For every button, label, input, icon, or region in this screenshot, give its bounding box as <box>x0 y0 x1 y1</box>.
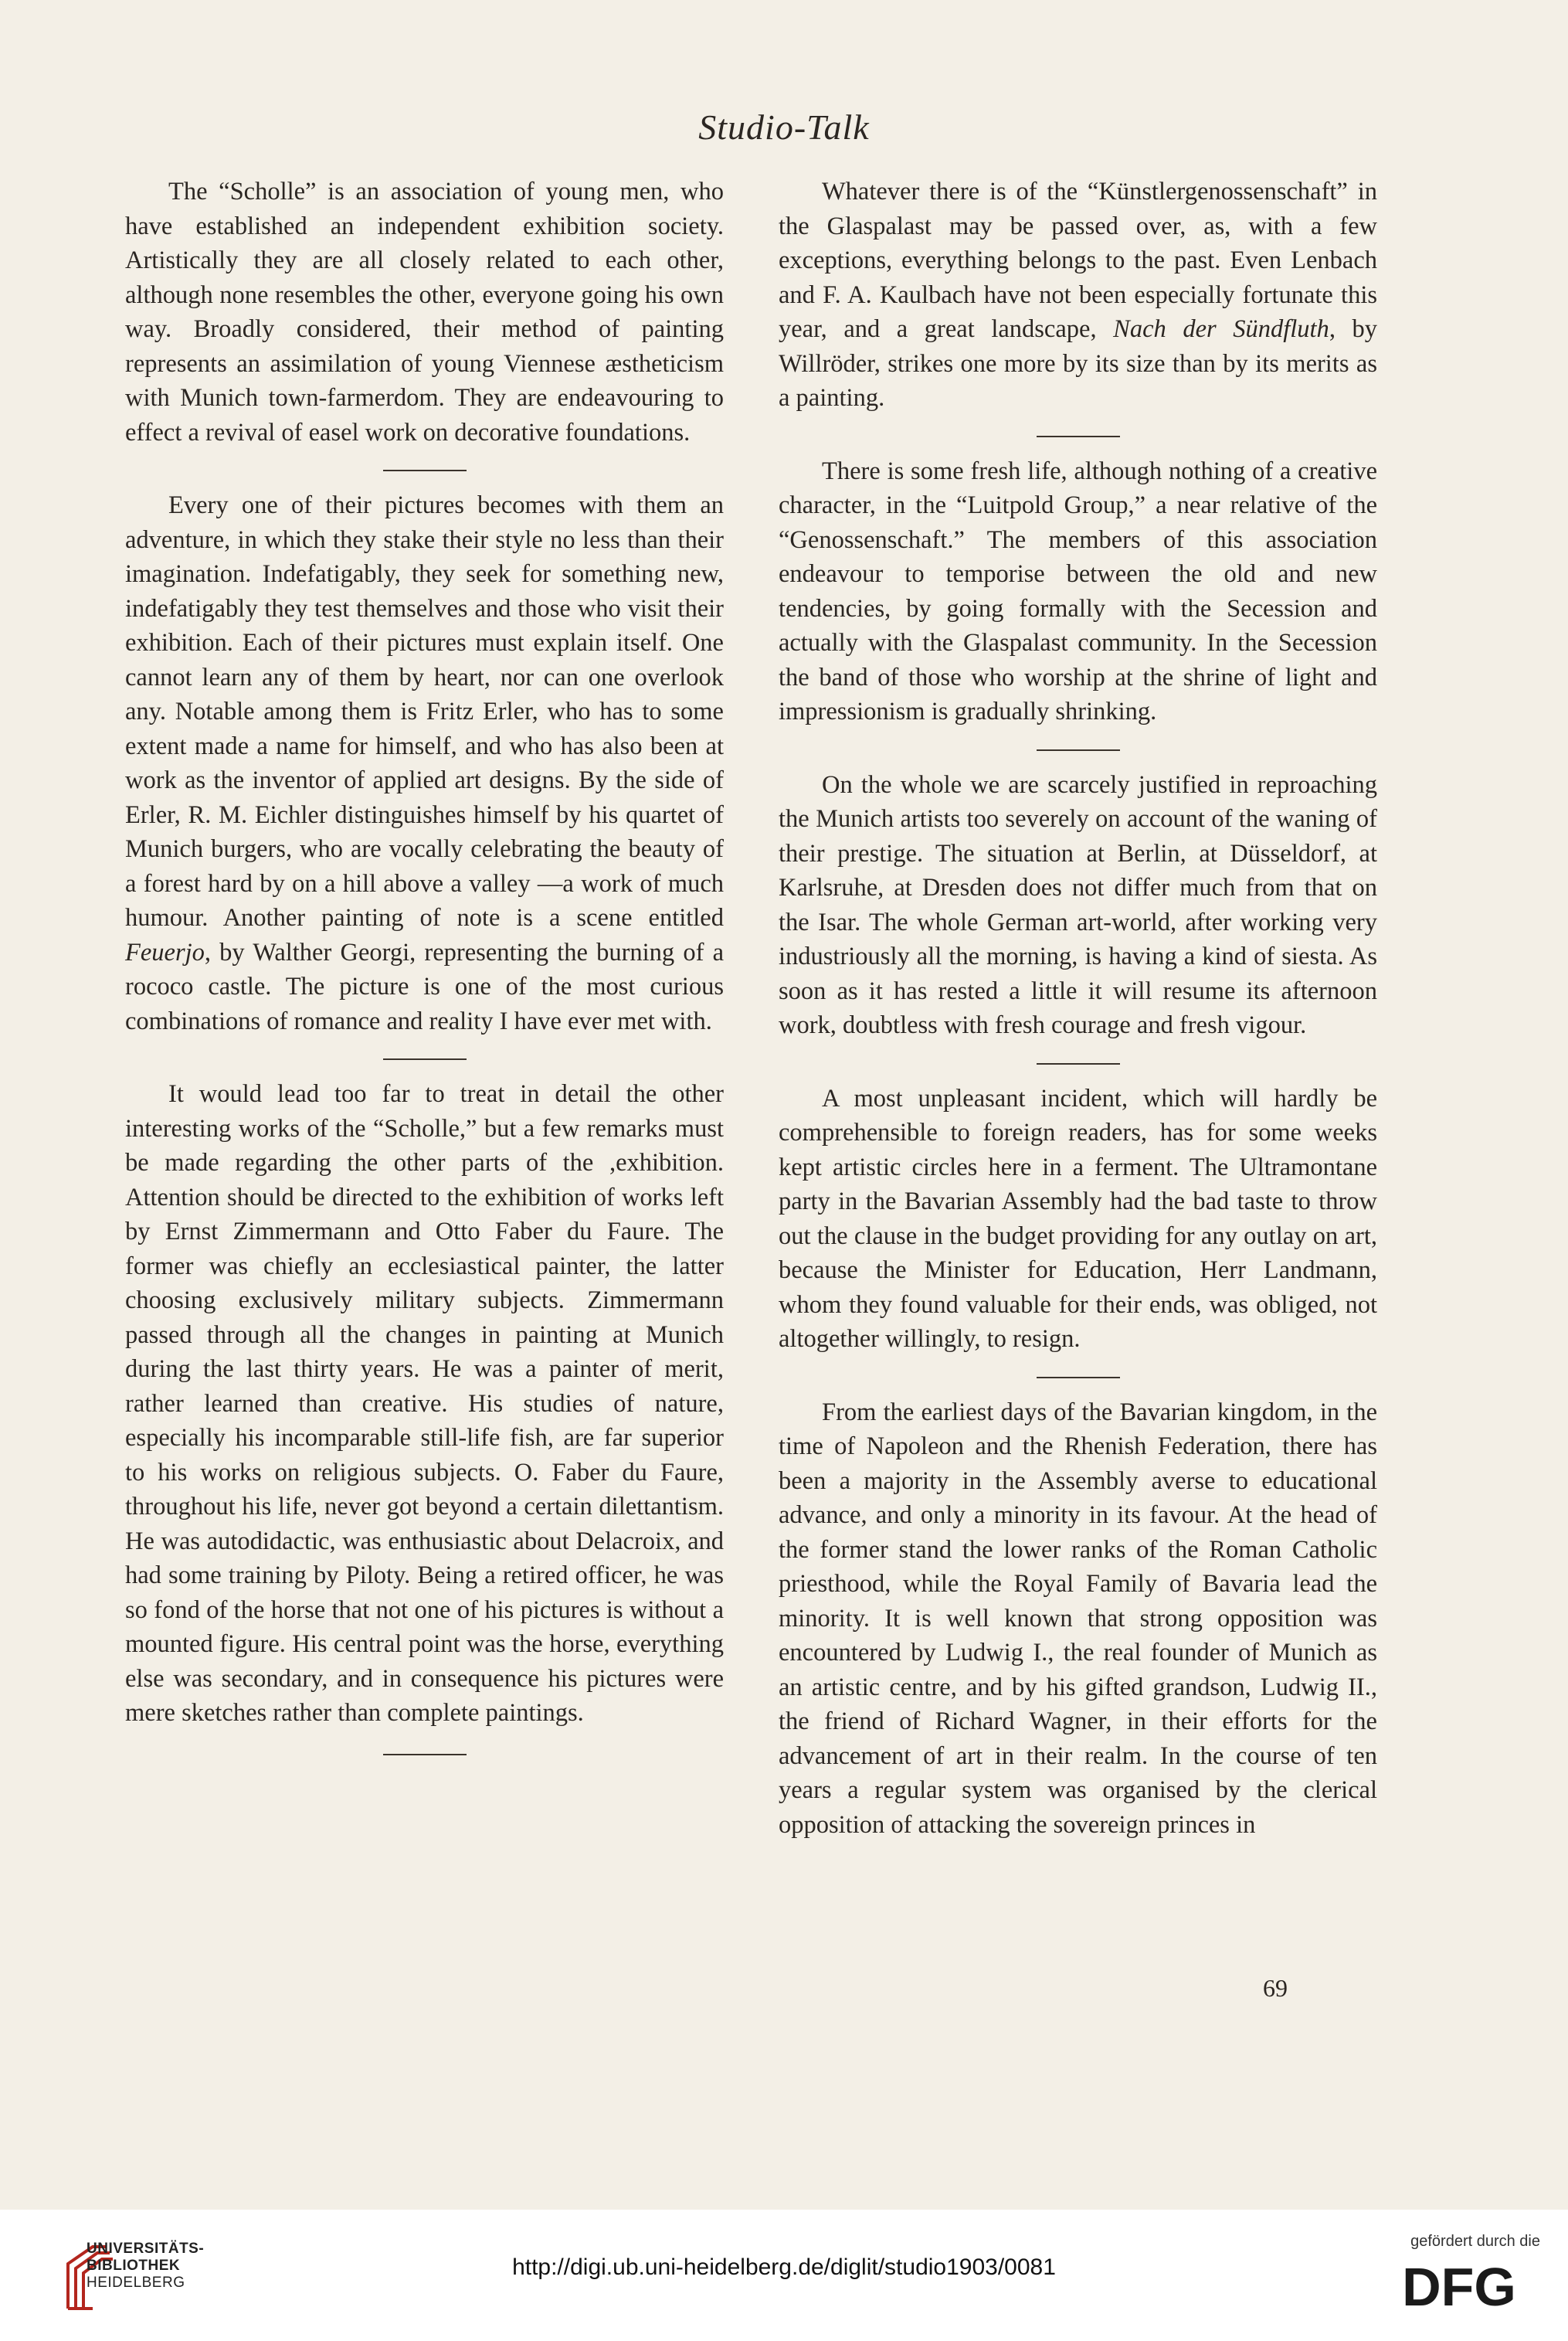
running-header: Studio-Talk <box>698 107 870 147</box>
library-name-line: BIBLIOTHEK <box>87 2258 181 2274</box>
right-column <box>779 175 1377 1842</box>
section-divider <box>1037 749 1120 751</box>
section-divider <box>1037 1063 1120 1065</box>
permalink-url[interactable]: http://digi.ub.uni-heidelberg.de/diglit/studio1903/0081 <box>512 2254 1056 2280</box>
left-column <box>125 175 724 1772</box>
paragraph-scholle-intro: The “Scholle” is an association of young men, who have established an independent exhibition society. Artistically they are all closely related to each other, although none resembles the other, everyone going his own way. Broadly considered, their method of painting represents an assimilation of young Viennese æstheticism with Munich town-farmerdom. They are endeavouring to effect a revival of easel work on decorative foundations. <box>125 178 724 447</box>
paragraph-text: Every one of their pictures becomes with them an adventure, in which they stake their style no less than their imagination. Indefatigably, they seek for something new, indefatigably they test themselves and those who visit their exhibition. Each of their pictures must explain itself. One cannot learn any of them by heart, nor can one overlook any. Notable among them is Fritz Erler, who has to some extent made a name for himself, and who has also been at work as the inventor of applied art designs. By the side of Erler, R. M. Eichler distinguishes himself by his quartet of Munich burgers, who are vocally celebrating the beauty of a forest hard by on a hill above a valley —a work of much humour. Another painting of note is a scene entitled <box>125 491 724 932</box>
funded-by-label: gefördert durch die <box>1410 2233 1540 2250</box>
paragraph-text: , by Walther Georgi, representing the burning of a rococo castle. The picture is one of the most curious combinations of romance and reality I have ever met with. <box>125 938 724 1035</box>
section-divider <box>383 1754 467 1755</box>
library-name-line: HEIDELBERG <box>87 2275 185 2291</box>
library-name-line: UNIVERSITÄTS- <box>87 2241 205 2257</box>
paragraph-glaspalast <box>779 175 1377 416</box>
artwork-title: Nach der Sündfluth <box>1113 315 1329 343</box>
dfg-logo-text: DFG <box>1402 2258 1516 2313</box>
section-divider <box>383 470 467 471</box>
paragraph-scholle-pictures <box>125 488 724 1038</box>
paragraph-text: Whatever there is of the “Künstlergenossenschaft” in the Glaspalast may be passed over, as, with a few exceptions, everything belongs to the past. Even Lenbach and F. A. Kaulbach have not been especially fortunate this year, and a great landscape, <box>779 178 1377 343</box>
dfg-logo-icon <box>1378 2258 1540 2313</box>
paragraph-zimmermann-faber: It would lead too far to treat in detail the other interesting works of the “Scholle,” but a few remarks must be made regarding the other parts of the ,exhibition. Attention should be directed to the exhibition of works left by Ernst Zimmermann and Otto Faber du Faure. The former was chiefly an ecclesiastical painter, the latter choosing exclusively military subjects. Zimmermann passed through all the changes in painting at Munich during the last thirty years. He was a painter of merit, rather learned than creative. His studies of nature, especially his incomparable still-life fish, are far superior to his works on religious subjects. O. Faber du Faure, throughout his life, never got beyond a certain dilettantism. He was autodidactic, was enthusiastic about Delacroix, and had some training by Piloty. Being a retired officer, he was so fond of the horse that not one of his pictures is without a mounted figure. His central point was the horse, everything else was secondary, and in consequence his pictures were mere sketches rather than complete paintings. <box>125 1080 724 1727</box>
page-number: 69 <box>1263 1974 1288 2002</box>
paragraph-bavarian-kingdom: From the earliest days of the Bavarian kingdom, in the time of Napoleon and the Rhenish Federation, there has been a majority in the Assembly averse to educational advance, and only a minority in its favour. At the head of the former stand the lower ranks of the Roman Catholic priesthood, while the Royal Family of Bavaria lead the minority. It is well known that strong opposition was encountered by Ludwig I., the real founder of Munich as an artistic centre, and by his gifted grandson, Ludwig II., the friend of Richard Wagner, in their efforts for the advancement of art in their realm. In the course of ten years a regular system was organised by the clerical opposition of attacking the sovereign princes in <box>779 1398 1377 1839</box>
artwork-title: Feuerjo <box>125 938 205 967</box>
section-divider <box>1037 436 1120 437</box>
paragraph-text: , by Willröder, strikes one more by its size than by its merits as a painting. <box>779 315 1378 412</box>
paragraph-unpleasant-incident: A most unpleasant incident, which will hardly be comprehensible to foreign readers, has for some weeks kept artistic circles here in a ferment. The Ultramontane party in the Bavarian Assembly had the bad taste to throw out the clause in the budget providing for any outlay on art, because the Minister for Education, Herr Landmann, whom they found valuable for their ends, was obliged, not altogether willingly, to resign. <box>779 1084 1377 1353</box>
section-divider <box>383 1058 467 1060</box>
paragraph-luitpold-group: There is some fresh life, although nothing of a creative character, in the “Luitpold Group,” a near relative of the “Genossenschaft.” The members of this association endeavour to temporise between the old and new tendencies, by going formally with the Secession and actually with the Glaspalast community. In the Secession the band of those who worship at the shrine of light and impressionism is gradually shrinking. <box>779 457 1377 725</box>
section-divider <box>1037 1377 1120 1378</box>
paragraph-munich-artists: On the whole we are scarcely justified in reproaching the Munich artists too severely on account of the waning of their prestige. The situation at Berlin, at Düsseldorf, at Karlsruhe, at Dresden does not differ much from that on the Isar. The whole German art-world, after working very industriously all the morning, is having a kind of siesta. As soon as it has rested a little it will resume its afternoon work, doubtless with fresh courage and fresh vigour. <box>779 770 1377 1039</box>
digitization-footer <box>0 2210 1568 2341</box>
